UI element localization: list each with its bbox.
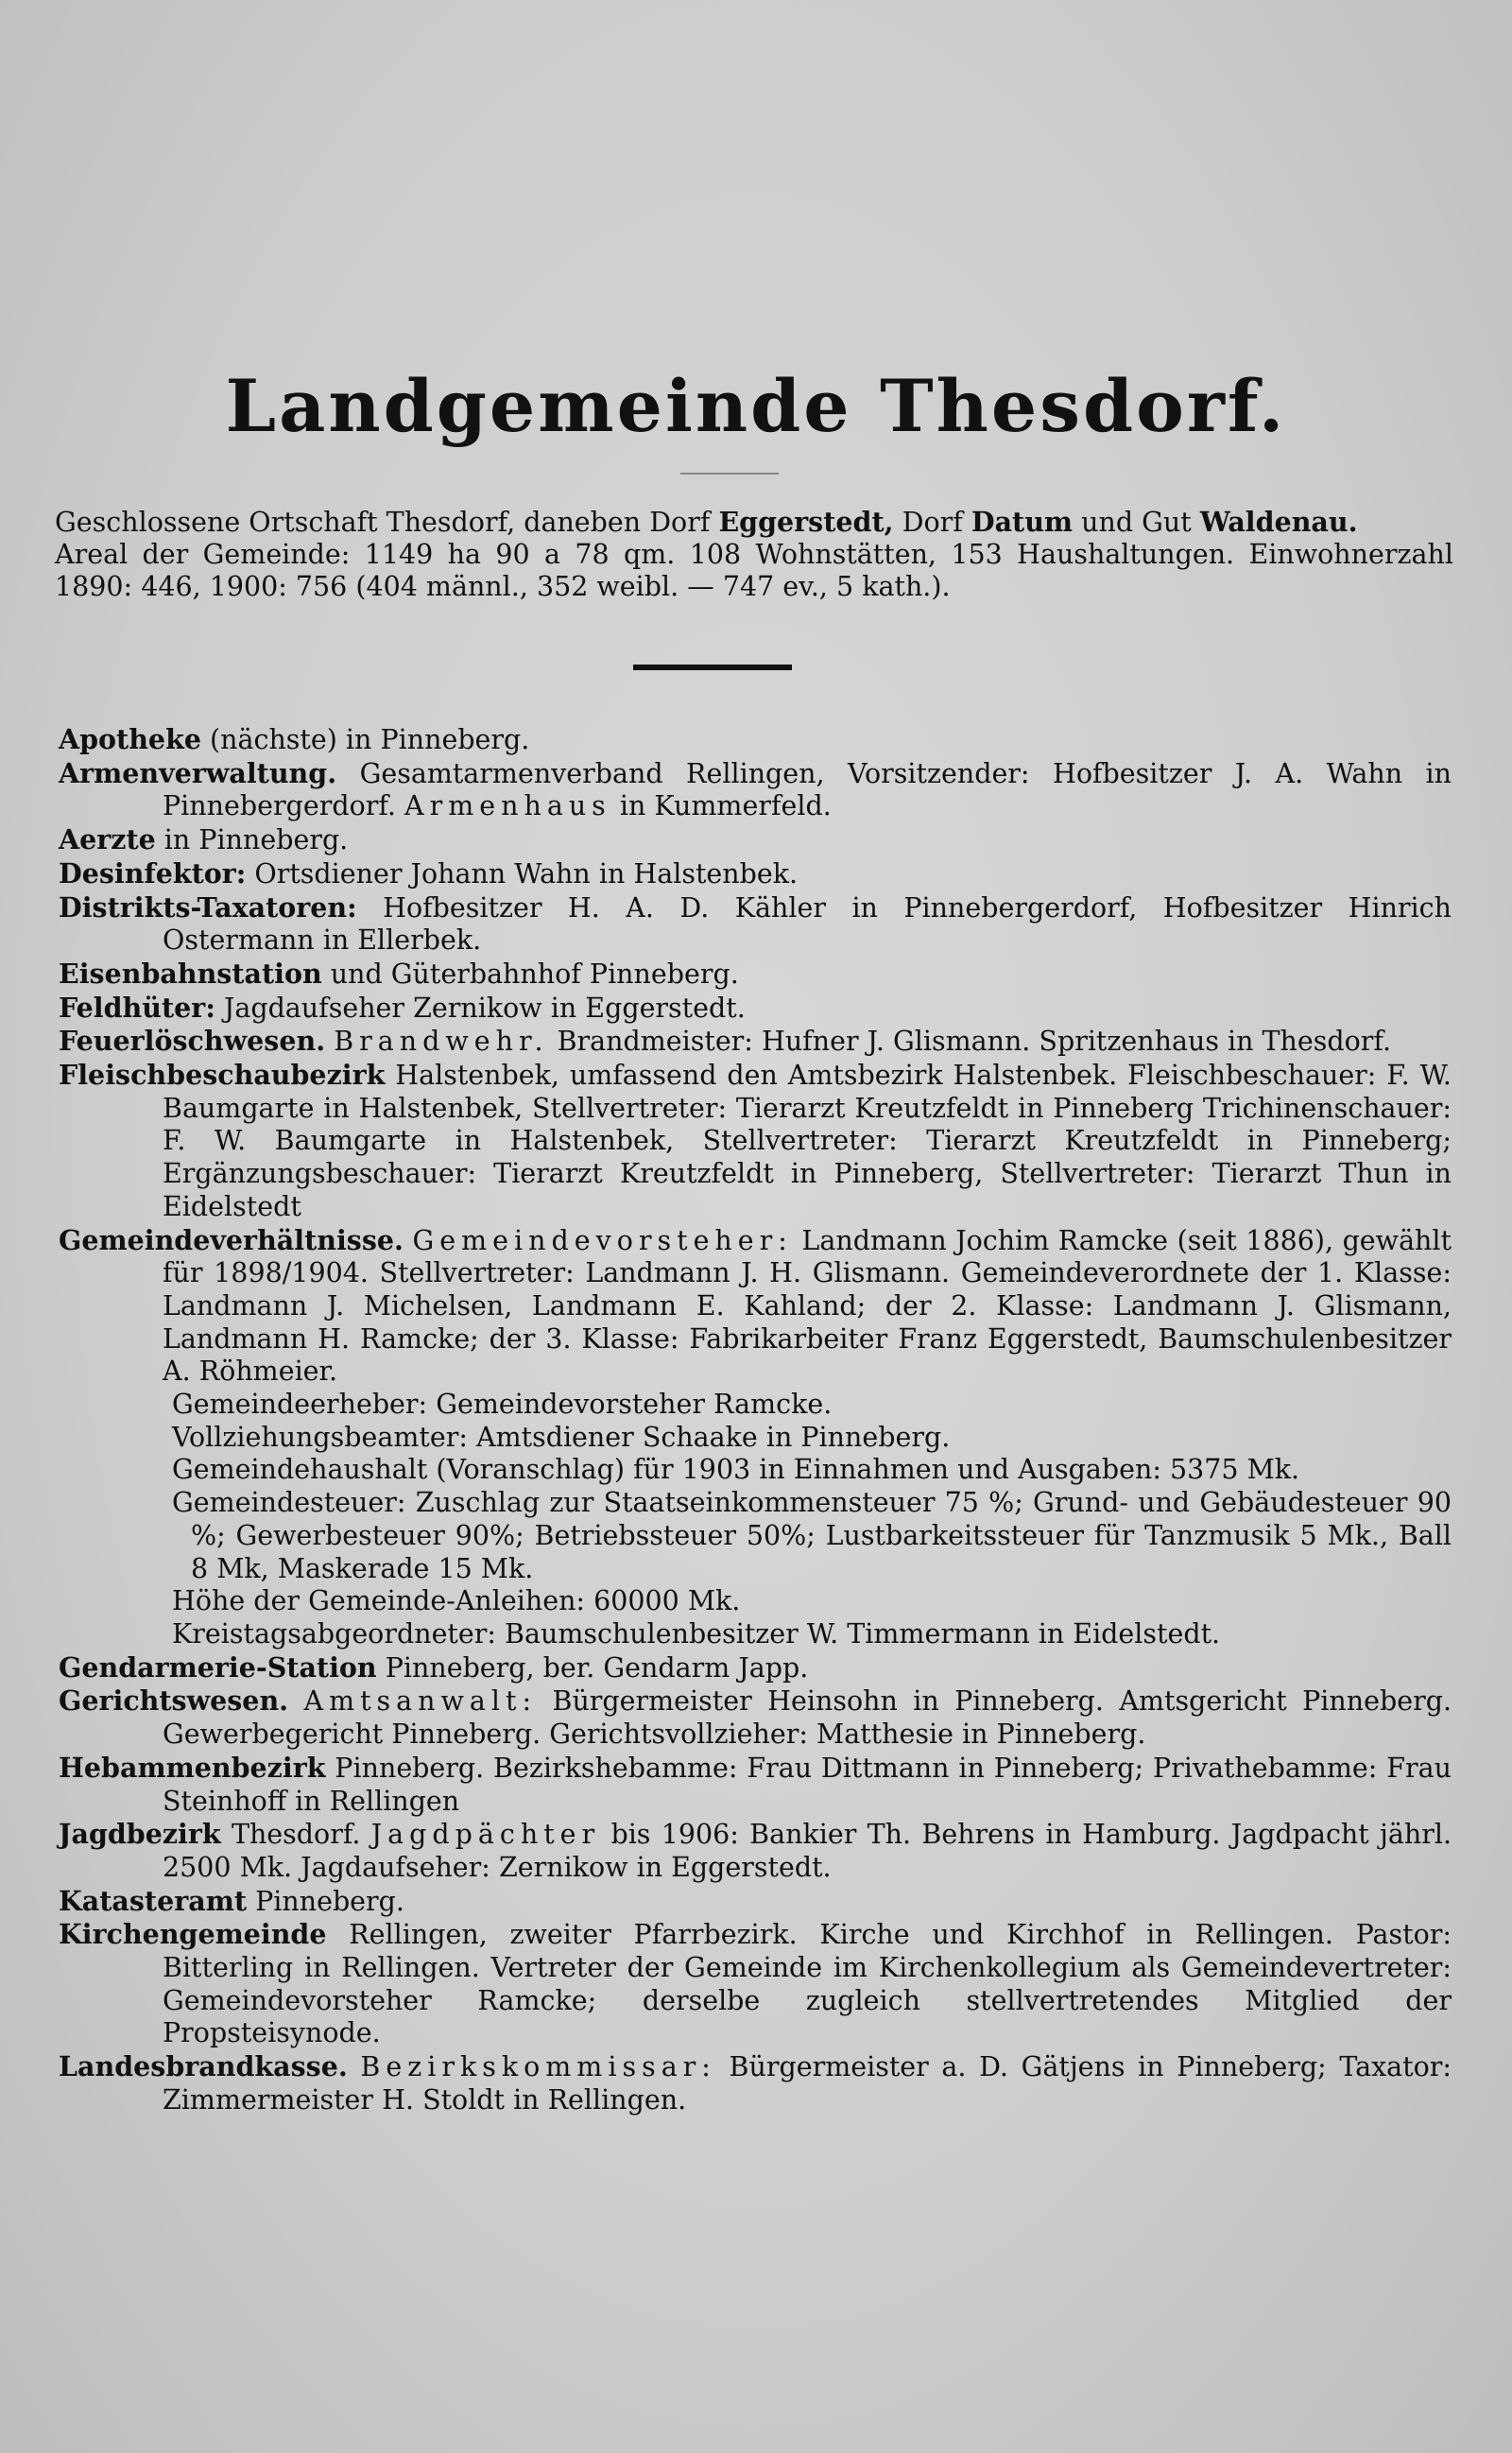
sub-gemeinde-anleihen: Höhe der Gemeinde-Anleihen: 60000 Mk. bbox=[172, 1585, 741, 1617]
intro-line-1 bbox=[55, 506, 1453, 539]
entry-text bbox=[288, 1685, 303, 1717]
sub-gemeindehaushalt: Gemeindehaushalt (Voranschlag) für 1903 in Einnahmen und Ausgaben: 5375 Mk. bbox=[172, 1454, 1300, 1486]
entry-eisenbahnstation bbox=[59, 958, 1452, 992]
entry-heading: Fleischbeschaubezirk bbox=[59, 1059, 386, 1092]
sub-vollziehungsbeamter: Vollziehungsbeamter: Amtsdiener Schaake in Pinneberg. bbox=[172, 1421, 951, 1453]
title-divider bbox=[680, 473, 779, 475]
entry-text: Landmann Jochim Ramcke (seit 1886), gewählt für 1898/1904. Stellvertreter: Landmann J. H. Glismann. Gemeindeverordnete der 1. Klasse: Landmann J. Michelsen, Landmann E. Kahland; der 2. Klasse: Landmann J. Glismann, Landmann H. Ramcke; der 3. Klasse: Fabrikarbeiter Franz Eggerstedt, Baumschulenbesitzer A. Röhmeier. bbox=[163, 1224, 1452, 1388]
entry-heading: Eisenbahnstation bbox=[59, 957, 322, 990]
entry-feldhueter bbox=[59, 992, 1452, 1026]
entry-text: Brandmeister: Hufner J. Glismann. Spritzenhaus in Thesdorf. bbox=[548, 1026, 1392, 1058]
entry-text: Pinneberg, ber. Gendarm Japp. bbox=[376, 1651, 809, 1684]
entry-katasteramt bbox=[59, 1885, 1452, 1919]
entry-spaced-term: Brandwehr. bbox=[334, 1026, 549, 1058]
entry-feuerloeschwesen bbox=[59, 1025, 1452, 1059]
entry-heading: Gendarmerie-Station bbox=[59, 1650, 377, 1684]
entry-spaced-term: Bezirkskommissar: bbox=[360, 2051, 716, 2083]
entry-text: Bürgermeister a. D. Gätjens in Pinneberg; Taxator: Zimmermeister H. Stoldt in Rellingen. bbox=[163, 2051, 1452, 2116]
entry-heading: Feldhüter: bbox=[59, 991, 215, 1024]
entry-gendarmerie-station bbox=[59, 1651, 1452, 1685]
entry-desinfektor bbox=[59, 857, 1452, 891]
intro-place-datum: Datum bbox=[971, 506, 1074, 538]
sub-gemeindesteuer: Gemeindesteuer: Zuschlag zur Staatseinkommensteuer 75 %; Grund- und Gebäudesteuer 90 %; Gewerbesteuer 90%; Betriebssteuer 50%; Lustbarkeitssteuer für Tanzmusik 5 Mk., Ball 8 Mk, Maskerade 15 Mk. bbox=[172, 1487, 1452, 1584]
entries-list bbox=[59, 723, 1452, 2117]
entry-text bbox=[348, 2051, 361, 2082]
entry-text: Rellingen, zweiter Pfarrbezirk. Kirche und Kirchhof in Rellingen. Pastor: Bitterling in Rellingen. Vertreter der Gemeinde im Kirchenkollegium als Gemeindevertreter: Gemeindevorsteher Ramcke; derselbe zugleich stellvertretendes Mitglied der Propsteisynode. bbox=[163, 1919, 1452, 2049]
intro-place-waldenau: Waldenau. bbox=[1199, 506, 1358, 538]
entry-heading: Distrikts-Taxatoren: bbox=[59, 890, 357, 924]
entry-heading: Feuerlöschwesen. bbox=[59, 1025, 326, 1058]
intro-line-2: Areal der Gemeinde: 1149 ha 90 a 78 qm. 108 Wohnstätten, 153 Haushaltungen. Einwohnerzahl 1890: 446, 1900: 756 (404 männl., 352 weibl. — 747 ev., 5 kath.). bbox=[55, 539, 1453, 602]
entry-heading: Aerzte bbox=[59, 823, 156, 856]
page-title: Landgemeinde Thesdorf. bbox=[225, 364, 1287, 448]
entry-heading: Katasteramt bbox=[59, 1884, 248, 1917]
intro-text: und Gut bbox=[1073, 507, 1200, 538]
entry-spaced-term: Gemeindevorsteher: bbox=[412, 1224, 793, 1256]
entry-gerichtswesen bbox=[59, 1684, 1452, 1751]
section-divider bbox=[633, 665, 792, 670]
entry-armenverwaltung bbox=[59, 757, 1452, 823]
entry-text: Bürgermeister Heinsohn in Pinneberg. Amtsgericht Pinneberg. Gewerbegericht Pinneberg. Gerichtsvollzieher: Matthesie in Pinneberg. bbox=[163, 1685, 1452, 1751]
entry-spaced-term: Jagdpächter bbox=[370, 1819, 601, 1851]
entry-text: Pinneberg. bbox=[247, 1885, 404, 1917]
sub-gemeindeerheber: Gemeindeerheber: Gemeindevorsteher Ramcke. bbox=[172, 1389, 833, 1421]
entry-landesbrandkasse bbox=[59, 2050, 1452, 2116]
entry-spaced-term: Amtsanwalt: bbox=[303, 1685, 538, 1718]
intro-paragraph bbox=[55, 506, 1453, 603]
intro-text: Geschlossene Ortschaft Thesdorf, daneben Dorf bbox=[55, 507, 719, 538]
entry-aerzte bbox=[59, 823, 1452, 857]
entry-heading: Apotheke bbox=[59, 723, 201, 755]
entry-text: bis 1906: Bankier Th. Behrens in Hamburg. Jagdpacht jährl. 2500 Mk. Jagdaufseher: Zernikow in Eggerstedt. bbox=[163, 1819, 1452, 1883]
entry-distrikts-taxatoren bbox=[59, 891, 1452, 958]
intro-place-eggerstedt: Eggerstedt, bbox=[718, 506, 894, 538]
entry-text: Jagdaufseher Zernikow in Eggerstedt. bbox=[215, 992, 746, 1024]
entry-heading: Desinfektor: bbox=[59, 856, 247, 890]
entry-text: Hofbesitzer H. A. D. Kähler in Pinnebergerdorf, Hofbesitzer Hinrich Ostermann in Ellerbek. bbox=[163, 891, 1452, 957]
entry-jagdbezirk bbox=[59, 1818, 1452, 1884]
entry-heading: Landesbrandkasse. bbox=[59, 2050, 348, 2083]
entry-heading: Armenverwaltung. bbox=[59, 756, 337, 789]
entry-heading: Jagdbezirk bbox=[59, 1818, 221, 1851]
sub-kreistagsabgeordneter: Kreistagsabgeordneter: Baumschulenbesitzer W. Timmermann in Eidelstedt. bbox=[172, 1617, 1221, 1650]
entry-kirchengemeinde bbox=[59, 1918, 1452, 2050]
entry-text: (nächste) in Pinneberg. bbox=[200, 724, 530, 755]
entry-text: Halstenbek, umfassend den Amtsbezirk Halstenbek. Fleischbeschauer: F. W. Baumgarte in Halstenbek, Stellvertreter: Tierarzt Kreutzfeldt in Pinneberg Trichinenschauer: F. W. Baumgarte in Halstenbek, Stellvertreter: Tierarzt Kreutzfeldt in Pinneberg; Ergänzungsbeschauer: Tierarzt Kreutzfeldt in Pinneberg, Stellvertreter: Tierarzt Thun in Eidelstedt bbox=[163, 1060, 1452, 1222]
entry-heading: Kirchengemeinde bbox=[59, 1918, 327, 1951]
entry-apotheke bbox=[59, 723, 1452, 757]
entry-heading: Gemeindeverhältnisse. bbox=[59, 1223, 404, 1256]
entry-hebammenbezirk bbox=[59, 1752, 1452, 1818]
entry-text: Ortsdiener Johann Wahn in Halstenbek. bbox=[246, 857, 799, 890]
entry-text: Gesamtarmenverband Rellingen, Vorsitzender: Hofbesitzer J. A. Wahn in Pinnebergerdorf. bbox=[163, 757, 1452, 822]
entry-text bbox=[404, 1225, 413, 1256]
entry-text bbox=[325, 1026, 334, 1057]
entry-fleischbeschaubezirk bbox=[59, 1059, 1452, 1224]
entry-heading: Gerichtswesen. bbox=[59, 1684, 289, 1718]
entry-text: in Pinneberg. bbox=[155, 824, 349, 856]
entry-text: Pinneberg. Bezirkshebamme: Frau Dittmann in Pinneberg; Privathebamme: Frau Steinhoff in Rellingen bbox=[163, 1752, 1452, 1817]
entry-gemeindeverhaeltnisse bbox=[59, 1224, 1452, 1390]
entry-text: und Güterbahnhof Pinneberg. bbox=[321, 958, 739, 990]
entry-text: in Kummerfeld. bbox=[610, 790, 832, 822]
entry-heading: Hebammenbezirk bbox=[59, 1751, 326, 1784]
intro-text: Dorf bbox=[893, 507, 971, 538]
entry-spaced-term: Armenhaus bbox=[404, 790, 611, 822]
entry-text: Thesdorf. bbox=[220, 1819, 371, 1851]
